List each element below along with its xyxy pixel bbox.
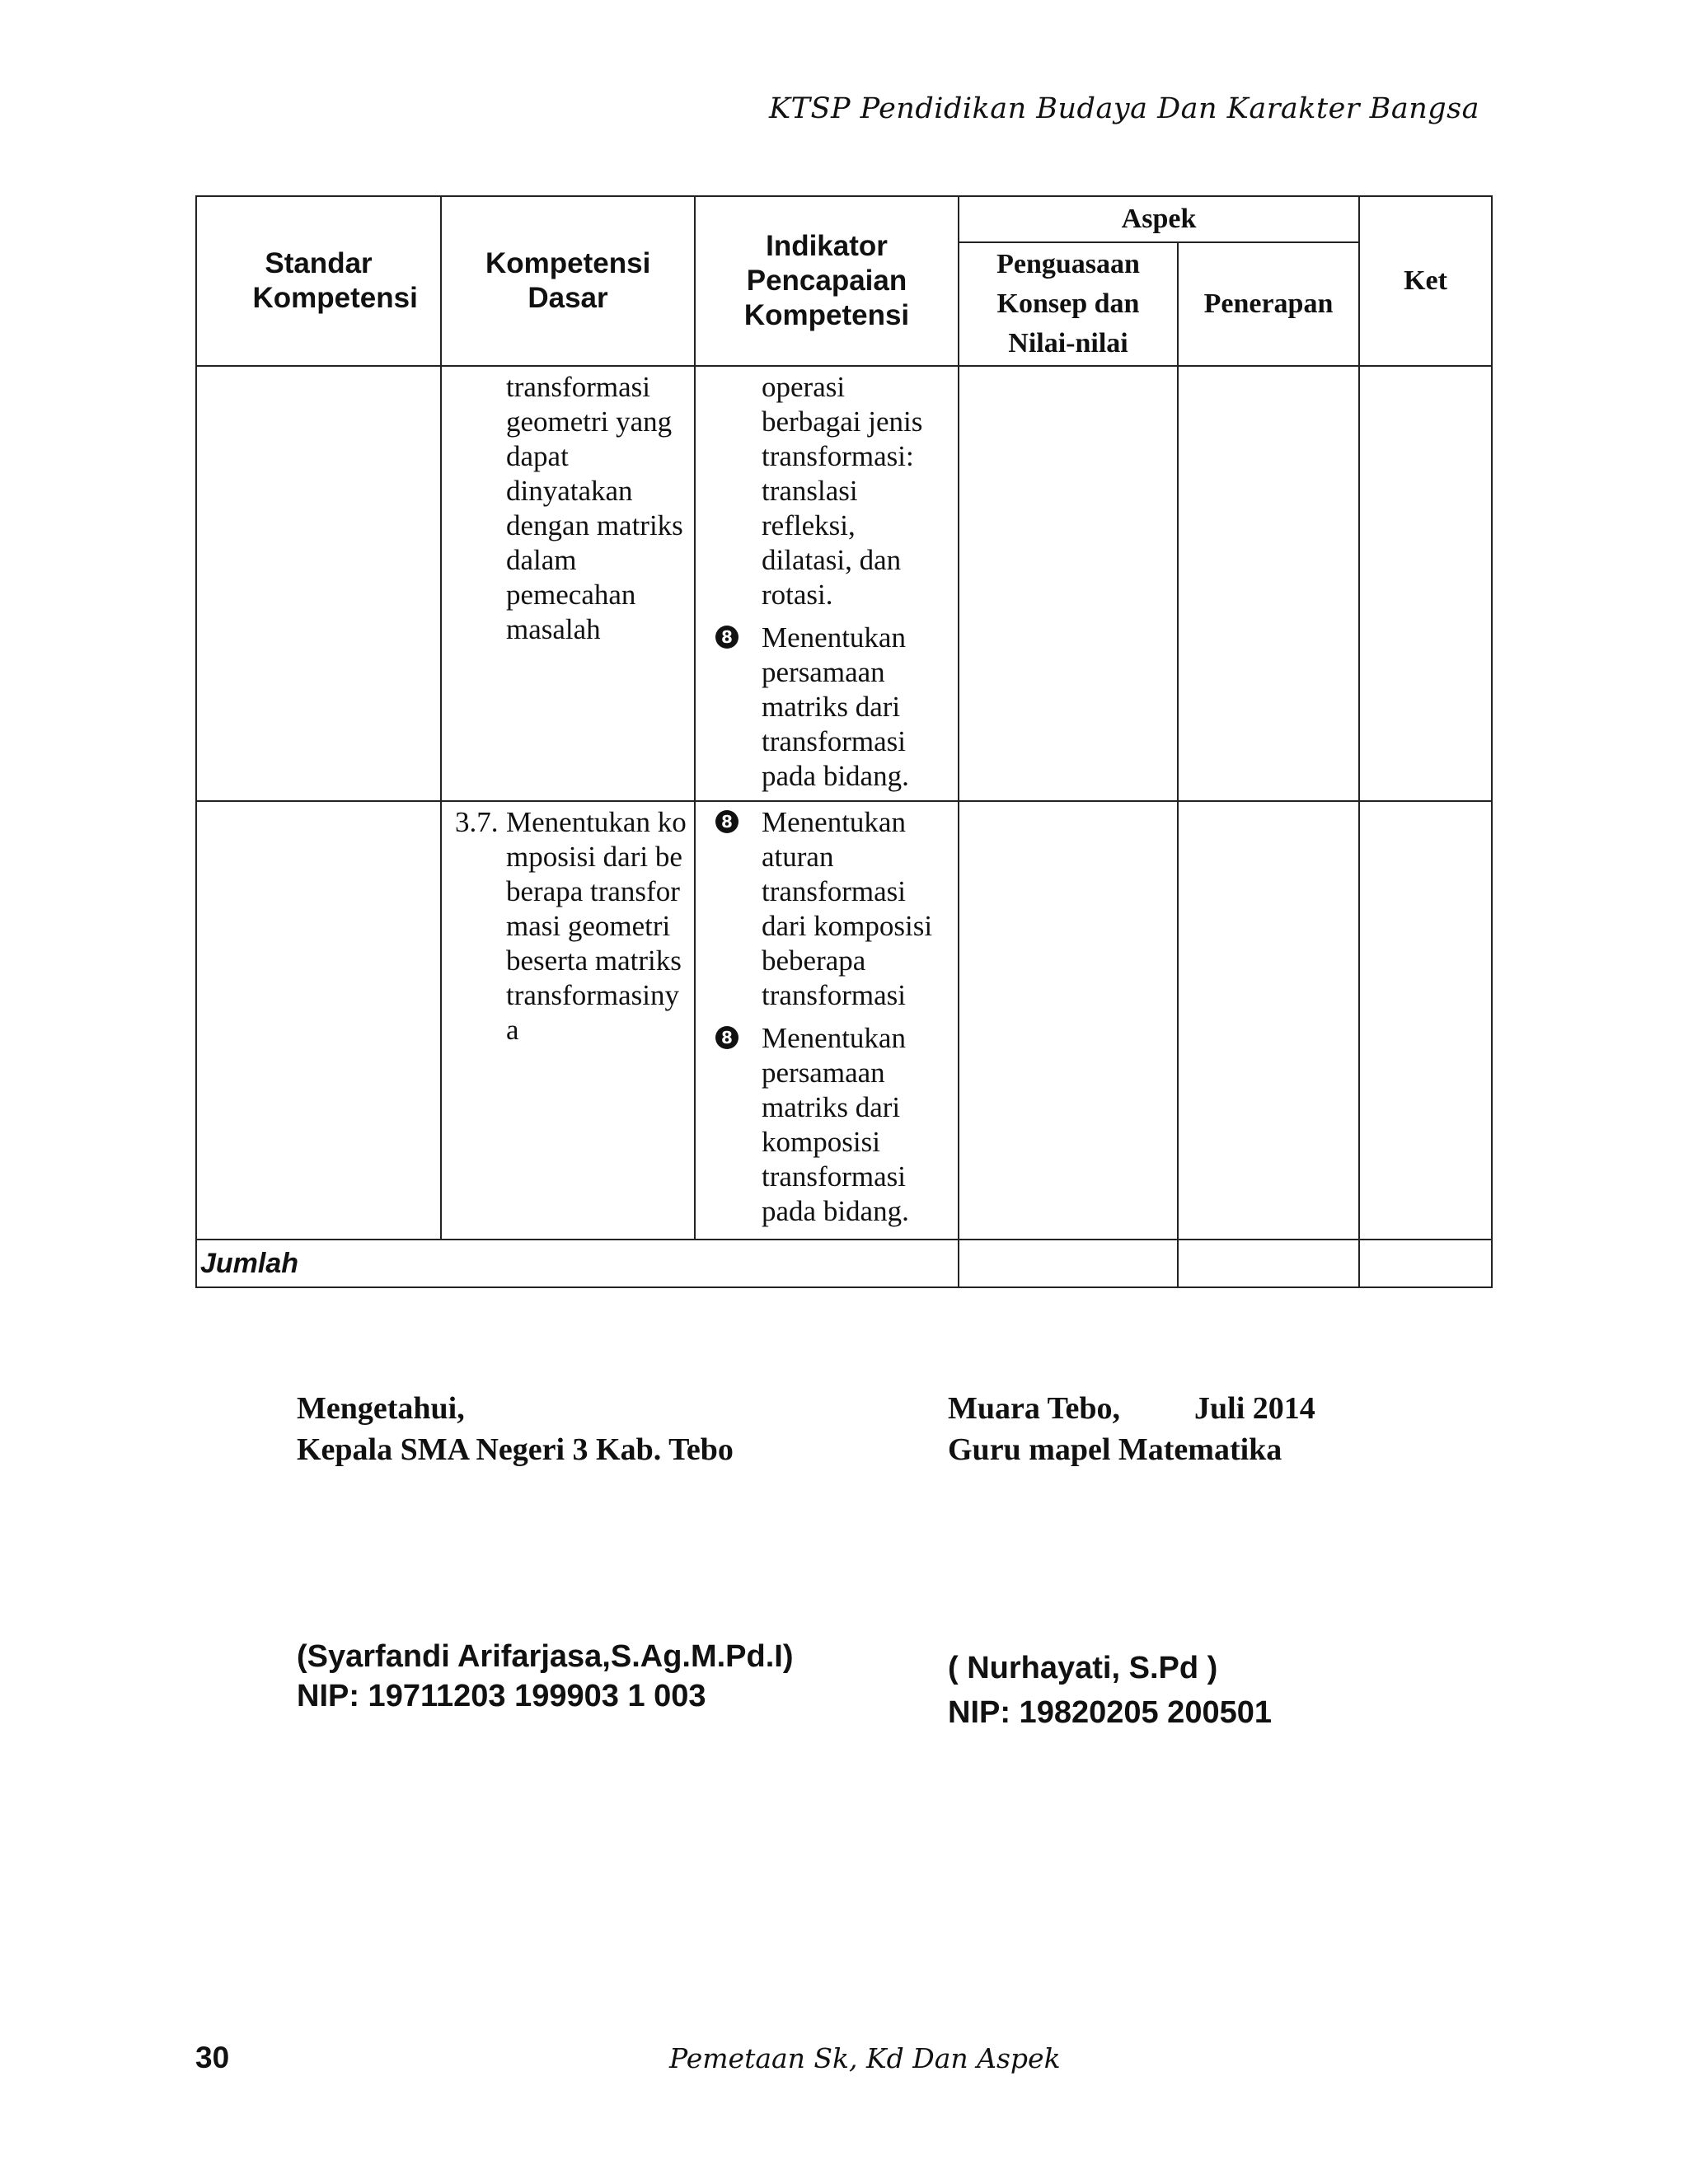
kompetensi-dasar-cell: 3.7. Menentukan komposisi dari beberapa transformasi geometri beserta matriks transformasinya — [441, 801, 695, 1240]
indicator-item: 8 Menentukan aturan transformasi dari komposisi beberapa transformasi — [762, 805, 951, 1013]
table-row — [196, 801, 1492, 1240]
principal-title: Kepala SMA Negeri 3 Kab. Tebo — [297, 1432, 734, 1467]
total-penguasaan-cell — [959, 1240, 1178, 1287]
date-label: Juli 2014 — [1194, 1391, 1315, 1426]
header-kompetensi-dasar: Kompetensi Dasar — [441, 196, 695, 366]
penguasaan-cell — [959, 366, 1178, 801]
running-footer: Pemetaan Sk, Kd Dan Aspek — [669, 2042, 1061, 2074]
total-row — [196, 1240, 1492, 1287]
header-ket: Ket — [1359, 196, 1492, 366]
header-indikator: Indikator Pencapaian Kompetensi — [695, 196, 959, 366]
standar-cell — [196, 801, 441, 1240]
total-ket-cell — [1359, 1240, 1492, 1287]
total-penerapan-cell — [1178, 1240, 1359, 1287]
kompetensi-dasar-cell: transformasi geometri yang dapat dinyatakan dengan matriks dalam pemecahan masalah — [441, 366, 695, 801]
indicator-item: operasi berbagai jenis transformasi: translasi refleksi, dilatasi, dan rotasi. — [762, 371, 923, 611]
competency-table — [195, 195, 1493, 1288]
header-penguasaan-konsep: Penguasaan Konsep dan Nilai-nilai — [959, 242, 1178, 366]
numbered-bullet-icon: 8 — [715, 1026, 738, 1049]
indikator-cell — [695, 366, 959, 801]
header-standar-kompetensi: Standar Kompetensi — [196, 196, 441, 366]
place-label: Muara Tebo, — [948, 1391, 1121, 1426]
standar-cell — [196, 366, 441, 801]
indicator-item: 8 Menentukan persamaan matriks dari komposisi transformasi pada bidang. — [762, 1021, 951, 1229]
header-row — [196, 196, 1492, 242]
page-number: 30 — [195, 2041, 230, 2074]
teacher-role: Guru mapel Matematika — [948, 1432, 1282, 1467]
teacher-name: ( Nurhayati, S.Pd ) — [948, 1651, 1218, 1685]
right-signature-block — [948, 1648, 1272, 1732]
ket-cell — [1359, 801, 1492, 1240]
numbered-bullet-icon: 8 — [715, 810, 738, 833]
ket-cell — [1359, 366, 1492, 801]
acknowledgement-label: Mengetahui, — [297, 1391, 465, 1426]
teacher-nip: NIP: 19820205 200501 — [948, 1695, 1272, 1730]
principal-nip: NIP: 19711203 199903 1 003 — [297, 1679, 706, 1713]
penerapan-cell — [1178, 801, 1359, 1240]
running-header: KTSP Pendidikan Budaya Dan Karakter Bangsa — [768, 92, 1479, 125]
penguasaan-cell — [959, 801, 1178, 1240]
table-row — [196, 366, 1492, 801]
header-penerapan: Penerapan — [1178, 242, 1359, 366]
penerapan-cell — [1178, 366, 1359, 801]
indicator-item: 8 Menentukan persamaan matriks dari transformasi pada bidang. — [762, 621, 951, 794]
left-signature-block — [297, 1637, 794, 1716]
right-signature-heading — [948, 1388, 1315, 1470]
left-signature-heading — [297, 1388, 734, 1470]
total-label: Jumlah — [196, 1240, 959, 1287]
principal-name: (Syarfandi Arifarjasa,S.Ag.M.Pd.I) — [297, 1639, 794, 1674]
numbered-bullet-icon: 8 — [715, 626, 738, 649]
indikator-cell — [695, 801, 959, 1240]
header-aspek: Aspek — [959, 196, 1359, 242]
